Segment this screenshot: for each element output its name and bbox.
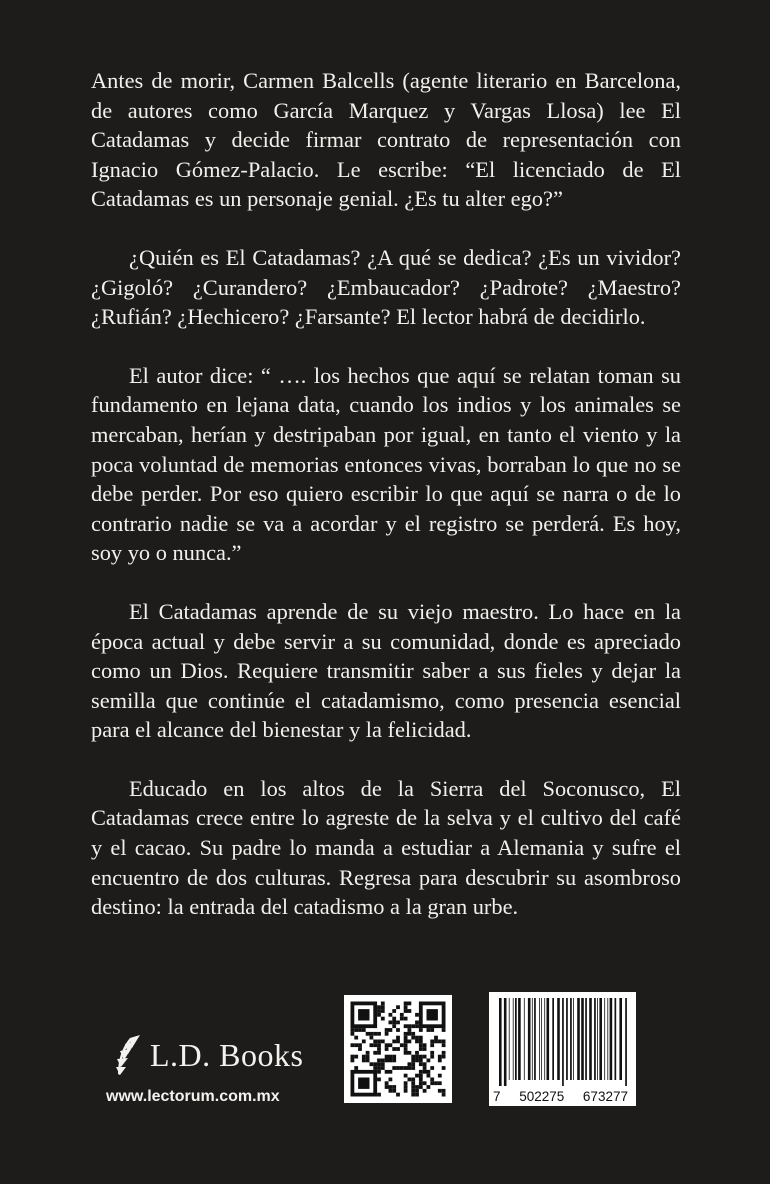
blurb-paragraph-5: Educado en los altos de la Sierra del Soconusco, El Catadamas crece entre lo agreste de la selva y el cultivo del café y el cacao. Su padre lo manda a estudiar a Alemania y sufre el encuentro de dos culturas. Regresa para descubrir su asombroso destino: la entrada del catadismo a la gran urbe. [91,775,681,920]
blurb-paragraph-1: Antes de morir, Carmen Balcells (agente literario en Barcelona, de autores como García Marquez y Vargas Llosa) lee El Catadamas y decide firmar contrato de representación con Ignacio Gómez-Palacio. Le escribe: “El licenciado de El Catadamas es un personaje genial. ¿Es tu alter ego?” [91,68,681,212]
publisher-logo [110,1032,303,1078]
publisher-name: L.D. Books [150,1036,304,1073]
publisher-website[interactable]: www.lectorum.com.mx [106,1088,280,1105]
blurb-paragraph-2: ¿Quién es El Catadamas? ¿A qué se dedica? ¿Es un vividor? ¿Gigoló? ¿Curandero? ¿Embaucador? ¿Padrote? ¿Maestro? ¿Rufián? ¿Hechicero? ¿Farsante? El lector habrá de decidirlo. [91,244,681,330]
qr-code[interactable] [344,995,452,1103]
barcode-left-group: 502275 [519,1089,565,1104]
back-cover-blurb [91,66,681,951]
isbn-barcode [489,992,636,1106]
blurb-paragraph-4: El Catadamas aprende de su viejo maestro. Lo hace en la época actual y debe servir a su comunidad, donde es apreciado como un Dios. Requiere transmitir saber a sus fieles y dejar la semilla que continúe el catadamismo, como presencia esencial para el alcance del bienestar y la felicidad. [91,598,681,743]
qr-code-pattern [344,995,452,1103]
barcode-right-group: 673277 [582,1089,628,1104]
barcode-first-digit: 7 [493,1089,501,1104]
barcode-bars [489,992,636,1088]
book-fan-icon [110,1032,146,1078]
blurb-paragraph-3: El autor dice: “ …. los hechos que aquí se relatan toman su fundamento en lejana data, cuando los indios y los animales se mercaban, herían y destripaban por igual, en tanto el viento y la poca voluntad de memorias entonces vivas, borraban lo que no se debe perder. Por eso quiero escribir lo que aquí se narra o de lo contrario nadie se va a acordar y el registro se perderá. Es hoy, soy yo o nunca.” [91,362,681,566]
barcode-number [489,1089,636,1104]
